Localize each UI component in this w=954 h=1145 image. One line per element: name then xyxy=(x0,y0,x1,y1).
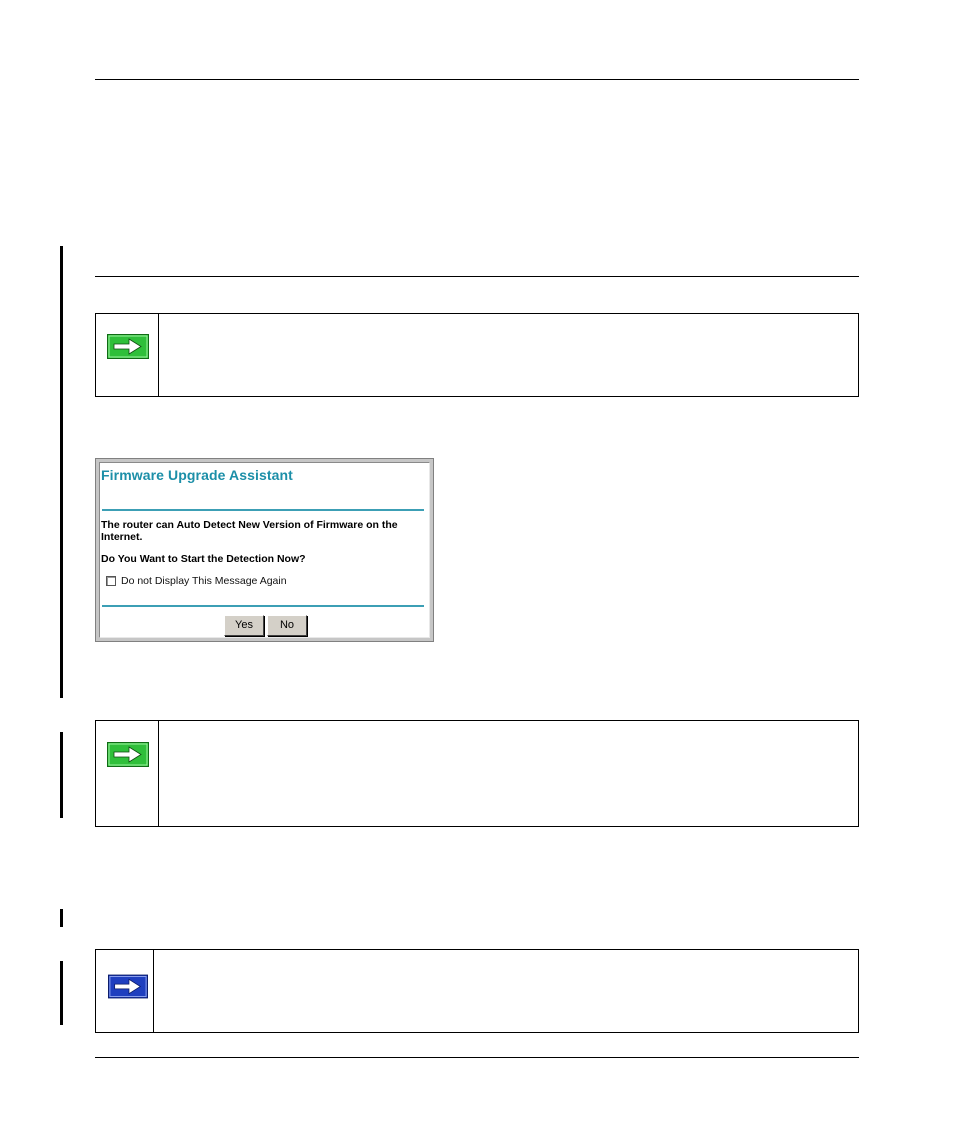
change-bar xyxy=(60,246,63,698)
note-box-tip xyxy=(95,313,859,397)
section-rule xyxy=(95,276,859,277)
header-rule xyxy=(95,79,859,80)
no-button[interactable]: No xyxy=(267,615,307,636)
dont-show-again-label: Do not Display This Message Again xyxy=(121,575,287,587)
note-box-tip xyxy=(95,720,859,827)
footer-rule xyxy=(95,1057,859,1058)
change-bar xyxy=(60,732,63,818)
note-icon-cell xyxy=(96,721,159,826)
dialog-panel xyxy=(99,462,430,638)
blue-arrow-icon xyxy=(108,974,148,999)
dialog-title: Firmware Upgrade Assistant xyxy=(101,467,293,483)
change-bar xyxy=(60,909,63,927)
green-arrow-icon xyxy=(107,334,149,359)
yes-button[interactable]: Yes xyxy=(224,615,264,636)
firmware-upgrade-dialog xyxy=(95,458,434,642)
dialog-message: The router can Auto Detect New Version of Firmware on the Internet. xyxy=(101,519,398,543)
dialog-question: Do You Want to Start the Detection Now? xyxy=(101,553,306,565)
dialog-divider xyxy=(102,605,424,607)
note-icon-cell xyxy=(96,950,154,1032)
note-icon-cell xyxy=(96,314,159,396)
green-arrow-icon xyxy=(107,742,149,767)
dont-show-again-checkbox[interactable] xyxy=(106,576,116,586)
change-bar xyxy=(60,961,63,1025)
note-box-note xyxy=(95,949,859,1033)
dialog-divider xyxy=(102,509,424,511)
dont-show-again-row[interactable] xyxy=(106,575,287,587)
